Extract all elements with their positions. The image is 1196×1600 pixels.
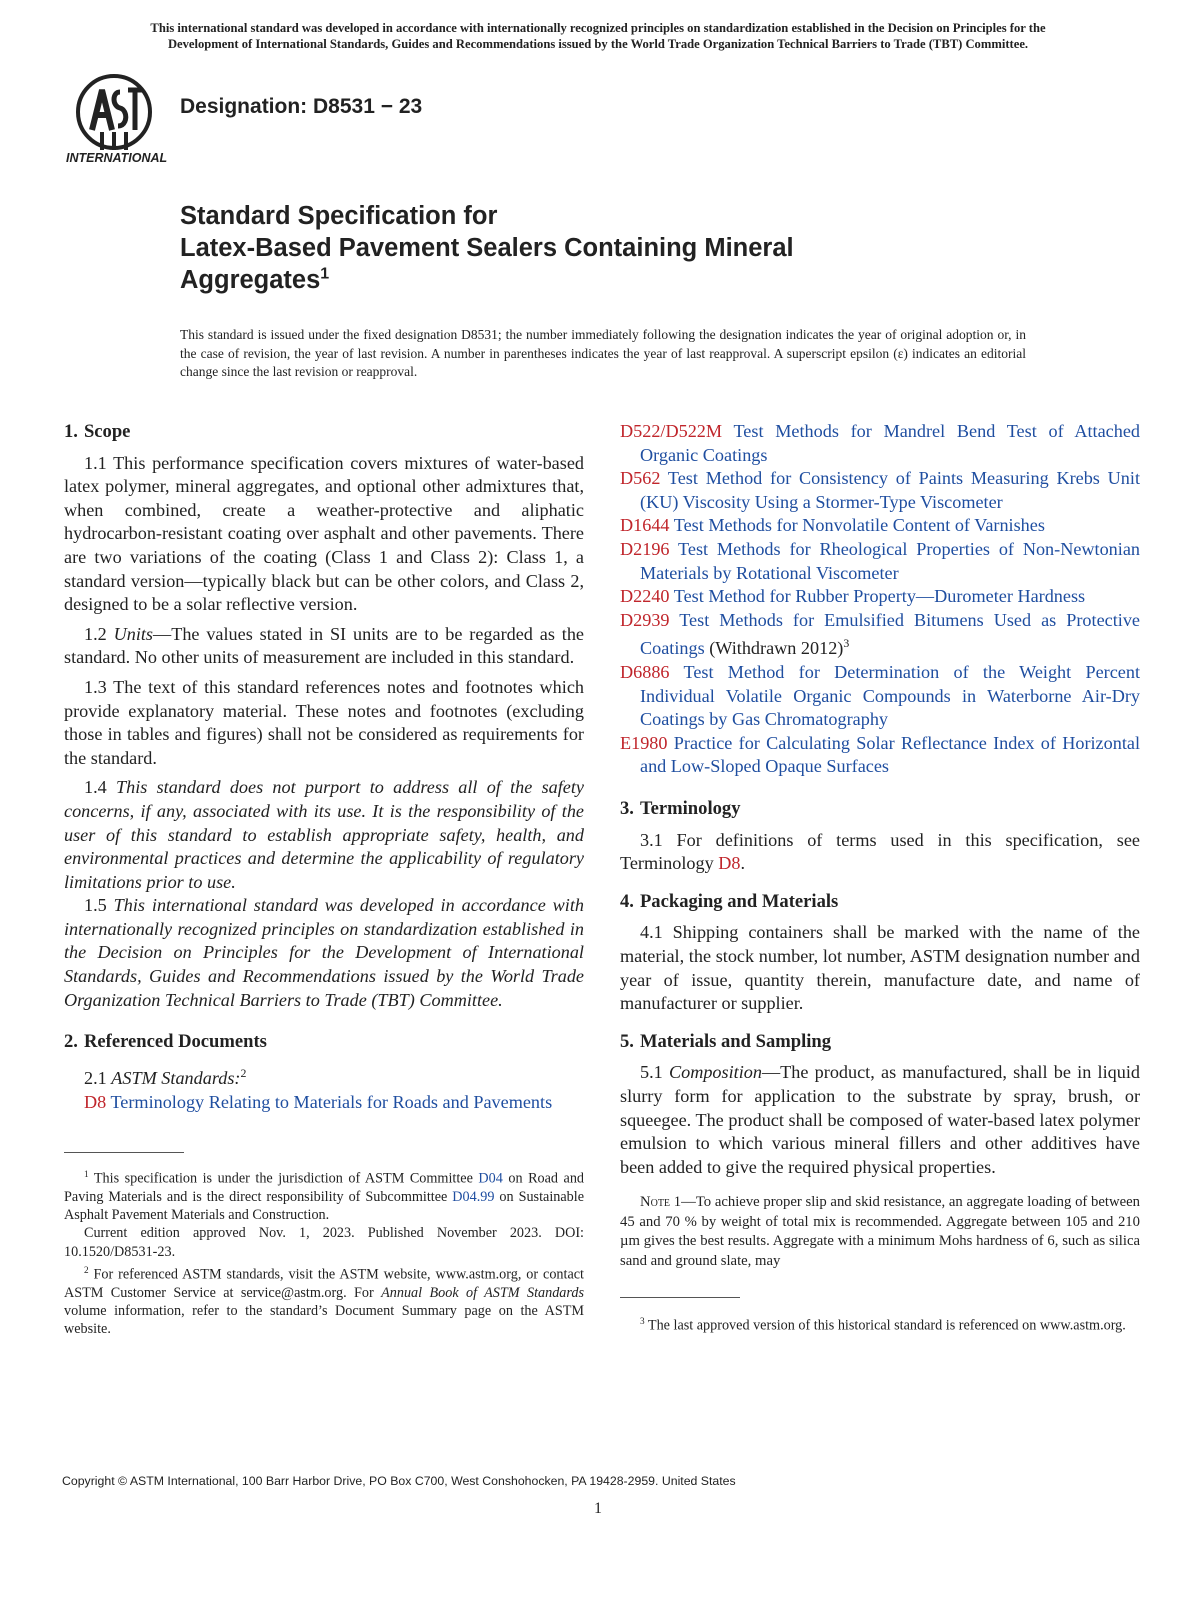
- astm-logo: [62, 70, 172, 166]
- ref-title[interactable]: Test Methods for Nonvolatile Content of Varnishes: [673, 515, 1045, 536]
- footnote-2-mark[interactable]: 2: [240, 1065, 247, 1080]
- logo-text: INTERNATIONAL: [66, 151, 168, 165]
- ref-title[interactable]: Test Methods for Rheological Properties of Non-Newtonian Materials by Rotational Viscometer: [640, 538, 1140, 583]
- left-column: [64, 420, 584, 1338]
- subcommittee-d04-99-link[interactable]: D04.99: [452, 1189, 495, 1206]
- section-2-heading: [64, 1030, 584, 1054]
- para-4-1: 4.1 Shipping containers shall be marked with the name of the material, the stock number, lot number, ASTM designation number and year of issue, quantity therein, manufacture date, and name of manufacturer or supplier.: [620, 922, 1140, 1014]
- footnote-1-edition: Current edition approved Nov. 1, 2023. Published November 2023. DOI: 10.1520/D8531-23.: [64, 1225, 584, 1260]
- footnote-divider-left: [64, 1152, 184, 1153]
- section-5-number: 5.: [620, 1030, 634, 1052]
- page-number: 1: [594, 1500, 602, 1517]
- ref-code[interactable]: D2939: [620, 609, 670, 630]
- ref-d8-title[interactable]: Terminology Relating to Materials for Roads and Pavements: [110, 1091, 553, 1112]
- footnote-2: [64, 1261, 584, 1339]
- para-3-1: 3.1 For definitions of terms used in this specification, see Terminology D8.: [620, 829, 1140, 874]
- ref-d2196[interactable]: [620, 538, 1140, 585]
- ref-code[interactable]: D2240: [620, 586, 670, 607]
- para-3-1-text: 3.1 For definitions of terms used in this specification, see Terminology: [620, 829, 1140, 874]
- ref-code[interactable]: D1644: [620, 515, 670, 536]
- ref-d2939[interactable]: [620, 609, 1140, 661]
- footnote-2-label: 2: [84, 1264, 89, 1275]
- para-2-1: [64, 1062, 584, 1091]
- copyright: Copyright © ASTM International, 100 Barr Harbor Drive, PO Box C700, West Conshohocken, PA 19428-2959. United States: [62, 1474, 736, 1488]
- para-2-1-em: ASTM Standards:: [111, 1067, 241, 1088]
- para-1-2-text: —The values stated in SI units are to be regarded as the standard. No other units of measurement are included in this standard.: [64, 623, 584, 668]
- para-1-4: [64, 776, 584, 894]
- ref-code[interactable]: D522/D522M: [620, 421, 723, 441]
- para-1-4-number: 1.4: [84, 777, 107, 798]
- wto-statement: [62, 20, 1134, 52]
- para-1-1: 1.1 This performance specification covers mixtures of water-based latex polymer, mineral aggregates, and optional other admixtures that, when combined, create a weather-protective and aliphatic hydrocarbon-resistant coating over asphalt and other pavements. There are two variations of the coating (Class 1 and Class 2): Class 1, a standard version—typically black but can be other colors, and Class 2, designed to be a solar reflective version.: [64, 452, 584, 615]
- issued-note: This standard is issued under the fixed designation D8531; the number immediately following the designation indicates the year of original adoption or, in the case of revision, the year of last revision. A number in parentheses indicates the year of last reapproval. A superscript epsilon (ε) indicates an editorial change since the last revision or reapproval.: [180, 327, 1026, 379]
- section-4-number: 4.: [620, 890, 634, 912]
- footnote-1-text-c: on Sustainable Asphalt Pavement Materials and Construction.: [64, 1189, 584, 1224]
- astm-logo-icon: [62, 70, 172, 166]
- ref-d8[interactable]: [64, 1091, 584, 1115]
- ref-d6886[interactable]: [620, 661, 1140, 732]
- right-column: [620, 420, 1140, 1335]
- section-1-title: Scope: [83, 421, 131, 442]
- para-5-1-em: Composition: [668, 1062, 762, 1083]
- para-1-2-em: Units: [113, 623, 154, 644]
- ref-code[interactable]: D562: [620, 468, 661, 489]
- footnote-1-text-a: This specification is under the jurisdiction of ASTM Committee: [93, 1170, 473, 1187]
- wto-statement-line1: This international standard was developed in accordance with internationally recognized principles on standardization established in the Decision on Principles for the: [150, 21, 1046, 35]
- footnote-2-text-b: volume information, refer to the standard’s Document Summary page on the ASTM website.: [64, 1302, 584, 1338]
- footnote-1: [64, 1165, 584, 1224]
- committee-d04-link[interactable]: D04: [478, 1170, 503, 1187]
- title-line3-text: Aggregates: [180, 266, 321, 294]
- section-4-title: Packaging and Materials: [639, 890, 839, 912]
- footnote-3: [620, 1312, 1140, 1335]
- ref-title[interactable]: Test Method for Rubber Property—Durometer Hardness: [673, 586, 1086, 607]
- footnote-1-mark: 1: [84, 1169, 89, 1180]
- section-3-number: 3.: [620, 797, 634, 819]
- document-title: [180, 200, 794, 296]
- footnote-2-text-a: For referenced ASTM standards, visit the ASTM website, www.astm.org, or contact ASTM Customer Service at service@astm.org. For: [64, 1266, 584, 1301]
- footnotes-right: [620, 1312, 1140, 1335]
- para-1-2-number: 1.2: [84, 623, 107, 644]
- ref-d562[interactable]: [620, 467, 1140, 514]
- note-1-text: —To achieve proper slip and skid resistance, an aggregate loading of between 45 and 70 % by weight of total mix is recommended. Aggregate between 105 and 210 µm gives the best results. Aggregate with a minimum Mohs hardness of 6, such as silica sand and ground slate, may: [620, 1194, 1140, 1269]
- para-2-1-number: 2.1: [84, 1067, 107, 1088]
- para-1-5-text: This international standard was developed in accordance with internationally recognized principles on standardization established in the Decision on Principles for the Development of International Standards, Guides and Recommendations issued by the World Trade Organization Technical Barriers to Trade (TBT) Committee.: [64, 895, 585, 1010]
- ref-withdrawn-note: (Withdrawn 2012): [709, 638, 844, 659]
- para-5-1-text: —The product, as manufactured, shall be in liquid slurry form for application to the substrate by spray, brush, or squeegee. The product shall be composed of water-based latex polymer emulsion to which various mineral fillers and other additives have been added to give the required physical properties.: [620, 1062, 1140, 1177]
- footnote-divider-right: [620, 1297, 740, 1298]
- ref-title[interactable]: Test Method for Determination of the Weight Percent Individual Volatile Organic Compounds in Waterborne Air-Dry Coatings by Gas Chromatography: [640, 662, 1141, 730]
- section-4-heading: [620, 890, 1140, 914]
- note-1-label: Note 1: [640, 1194, 682, 1211]
- footnote-3-mark[interactable]: 3: [843, 636, 850, 651]
- section-1-number: 1.: [64, 421, 78, 442]
- ref-code[interactable]: D2196: [620, 538, 670, 559]
- section-3-title: Terminology: [639, 797, 741, 819]
- footnote-3-text: The last approved version of this historical standard is referenced on www.astm.org.: [647, 1318, 1126, 1335]
- ref-d8-code[interactable]: D8: [84, 1091, 107, 1112]
- ref-title[interactable]: Practice for Calculating Solar Reflectance Index of Horizontal and Low-Sloped Opaque Surfaces: [640, 732, 1141, 777]
- section-1-heading: [64, 420, 584, 444]
- terminology-d8-link[interactable]: D8: [718, 853, 741, 874]
- ref-d1644[interactable]: [620, 514, 1140, 538]
- ref-e1980[interactable]: [620, 732, 1140, 779]
- title-line3: [180, 264, 794, 296]
- ref-title[interactable]: Test Method for Consistency of Paints Measuring Krebs Unit (KU) Viscosity Using a Stormer-Type Viscometer: [640, 468, 1140, 512]
- title-footnote-mark[interactable]: 1: [320, 265, 330, 283]
- ref-title[interactable]: Test Methods for Mandrel Bend Test of Attached Organic Coatings: [640, 421, 1140, 465]
- title-line1: Standard Specification for: [180, 202, 498, 230]
- ref-code[interactable]: D6886: [620, 662, 670, 682]
- footnote-1-text-b: on Road and Paving Materials and is the direct responsibility of Subcommittee: [64, 1170, 585, 1206]
- para-1-5-number: 1.5: [84, 895, 107, 916]
- ref-d522[interactable]: [620, 420, 1140, 467]
- para-1-2: [64, 623, 584, 670]
- para-1-3: 1.3 The text of this standard references notes and footnotes which provide explanatory material. These notes and footnotes (excluding those in tables and figures) shall not be considered as requirements for the standard.: [64, 676, 584, 768]
- footnotes-left: [64, 1165, 584, 1338]
- para-5-1: [620, 1061, 1140, 1179]
- section-2-title: Referenced Documents: [83, 1031, 267, 1053]
- footnote-2-em: Annual Book of ASTM Standards: [381, 1284, 584, 1301]
- para-1-5: [64, 894, 584, 1012]
- footnote-3-label: 3: [640, 1316, 645, 1327]
- note-1: [620, 1193, 1140, 1271]
- wto-statement-line2: Development of International Standards, Guides and Recommendations issued by the World Trade Organization Technical Barriers to Trade (TBT) Committee.: [167, 37, 1029, 51]
- ref-d2240[interactable]: [620, 585, 1140, 609]
- para-5-1-number: 5.1: [640, 1062, 663, 1083]
- section-5-title: Materials and Sampling: [639, 1030, 832, 1052]
- title-line2: Latex-Based Pavement Sealers Containing Mineral: [180, 234, 794, 262]
- ref-code[interactable]: E1980: [620, 732, 668, 753]
- ref-title[interactable]: Test Methods for Emulsified Bitumens Used as Protective Coatings: [640, 609, 1141, 659]
- section-5-heading: [620, 1030, 1140, 1054]
- para-1-4-text: This standard does not purport to address all of the safety concerns, if any, associated with its use. It is the responsibility of the user of this standard to establish appropriate safety, health, and environmental practices and determine the applicability of regulatory limitations prior to use.: [64, 777, 584, 892]
- section-3-heading: [620, 797, 1140, 821]
- section-2-number: 2.: [64, 1031, 78, 1053]
- designation: Designation: D8531 − 23: [180, 95, 423, 118]
